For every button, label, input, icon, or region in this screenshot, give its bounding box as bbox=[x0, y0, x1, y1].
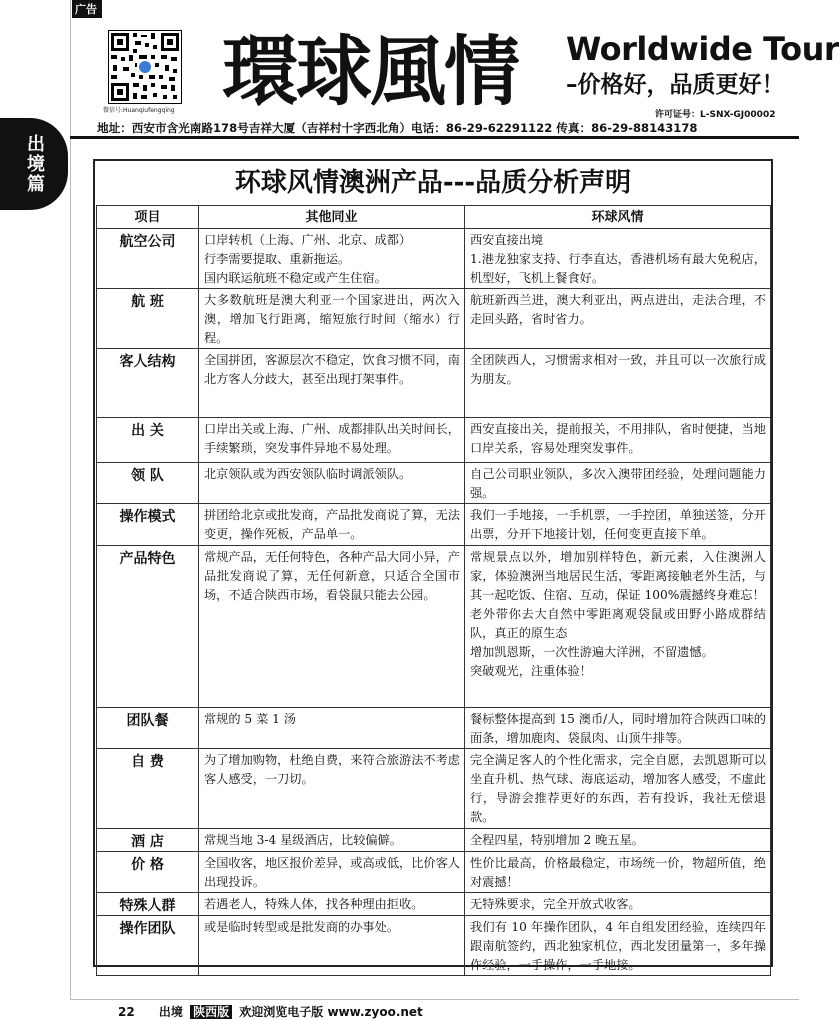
other-cell: 拼团给北京或批发商，产品批发商说了算，无法变更，操作死板，产品单一。 bbox=[199, 504, 465, 546]
wechat-id: 微信号:Huanqiufengqing bbox=[103, 107, 175, 114]
ours-cell: 性价比最高，价格最稳定，市场统一价，物超所值，绝对震撼！ bbox=[465, 852, 771, 893]
row-label: 出 关 bbox=[97, 418, 199, 463]
table-row bbox=[97, 463, 771, 504]
table-row bbox=[97, 749, 771, 829]
footer-section: 出境 bbox=[158, 1005, 183, 1019]
other-cell: 常规产品，无任何特色，各种产品大同小异，产品批发商说了算，无任何新意，只适合全国市场，不适合陕西市场，看袋鼠只能去公园。 bbox=[199, 546, 465, 708]
table-row bbox=[97, 349, 771, 418]
page-number: 22 bbox=[118, 1005, 135, 1019]
row-label: 酒 店 bbox=[97, 829, 199, 852]
row-label: 产品特色 bbox=[97, 546, 199, 708]
table-row bbox=[97, 504, 771, 546]
row-label: 航空公司 bbox=[97, 229, 199, 289]
other-cell: 北京领队或为西安领队临时调派领队。 bbox=[199, 463, 465, 504]
ours-cell: 航班新西兰进，澳大利亚出，两点进出，走法合理，不走回头路，省时省力。 bbox=[465, 289, 771, 349]
ours-cell: 自己公司职业领队，多次入澳带团经验，处理问题能力强。 bbox=[465, 463, 771, 504]
table-row bbox=[97, 708, 771, 749]
other-cell: 若遇老人，特殊人体，找各种理由拒收。 bbox=[199, 893, 465, 916]
table-header-row bbox=[97, 206, 771, 229]
table-row bbox=[97, 229, 771, 289]
table-row bbox=[97, 893, 771, 916]
table-row bbox=[97, 289, 771, 349]
ours-cell: 西安直接出境 1.港龙独家支持、行李直达，香港机场有最大免税店，机型好，飞机上餐食好。 bbox=[465, 229, 771, 289]
brand-slogan: –价格好，品质更好！ bbox=[566, 72, 785, 98]
header-divider bbox=[70, 136, 799, 139]
row-label: 团队餐 bbox=[97, 708, 199, 749]
other-cell: 全国收客，地区报价差异，或高或低，比价客人出现投诉。 bbox=[199, 852, 465, 893]
ours-cell: 无特殊要求，完全开放式收客。 bbox=[465, 893, 771, 916]
other-cell: 全国拼团，客源层次不稳定，饮食习惯不同，南北方客人分歧大，甚至出现打架事件。 bbox=[199, 349, 465, 418]
ours-cell: 全程四星，特别增加 2 晚五星。 bbox=[465, 829, 771, 852]
ours-cell: 常规景点以外，增加别样特色，新元素，入住澳洲人家，体验澳洲当地居民生活，零距离接触老外生活，与其一起吃饭、住宿、互动，保证 100%震撼终身难忘！ 老外带你去大自然中零距离观袋鼠或田野小路成群结队，真正的原生态 增加凯恩斯，一次性游遍大洋洲，不留遗憾。 突破观光，注重体验！ bbox=[465, 546, 771, 708]
row-label: 自 费 bbox=[97, 749, 199, 829]
row-label: 领 队 bbox=[97, 463, 199, 504]
row-label: 特殊人群 bbox=[97, 893, 199, 916]
ours-cell: 餐标整体提高到 15 澳币/人，同时增加符合陕西口味的面条，增加鹿肉、袋鼠肉、山顶牛排等。 bbox=[465, 708, 771, 749]
table-row bbox=[97, 852, 771, 893]
ours-cell: 全团陕西人，习惯需求相对一致，并且可以一次旅行成为朋友。 bbox=[465, 349, 771, 418]
ours-cell: 我们有 10 年操作团队，4 年自组发团经验，连续四年跟南航签约，西北独家机位，西北发团量第一，多年操作经验，一手操作，一手地接。 bbox=[465, 916, 771, 976]
row-label: 操作团队 bbox=[97, 916, 199, 976]
row-label: 操作模式 bbox=[97, 504, 199, 546]
other-cell: 口岸出关或上海、广州、成都排队出关时间长，手续繁琐，突发事件异地不易处理。 bbox=[199, 418, 465, 463]
license-number: 许可证号：L-SNX-GJ00002 bbox=[655, 110, 776, 120]
table-row bbox=[97, 546, 771, 708]
other-cell: 或是临时转型或是批发商的办事处。 bbox=[199, 916, 465, 976]
row-label: 价 格 bbox=[97, 852, 199, 893]
other-cell: 常规当地 3-4 星级酒店，比较偏僻。 bbox=[199, 829, 465, 852]
footer-website-text: 欢迎浏览电子版 www.zyoo.net bbox=[239, 1005, 423, 1019]
other-cell: 大多数航班是澳大利亚一个国家进出，两次入澳，增加飞行距离，缩短旅行时间（缩水）行程。 bbox=[199, 289, 465, 349]
brand-title: 環球風情 bbox=[222, 27, 518, 116]
table-row bbox=[97, 418, 771, 463]
page-footer bbox=[118, 1003, 423, 1020]
comparison-table bbox=[96, 205, 771, 976]
table-row bbox=[97, 829, 771, 852]
other-cell: 口岸转机（上海、广州、北京、成都） 行李需要提取、重新拖运。 国内联运航班不稳定或产生住宿。 bbox=[199, 229, 465, 289]
row-label: 航 班 bbox=[97, 289, 199, 349]
column-header-others: 其他同业 bbox=[199, 206, 465, 229]
brand-english-name: Worldwide Tour bbox=[566, 30, 839, 68]
qr-code-pattern bbox=[109, 31, 181, 103]
section-side-tab bbox=[0, 118, 68, 210]
column-header-item: 项目 bbox=[97, 206, 199, 229]
ours-cell: 完全满足客人的个性化需求，完全自愿，去凯恩斯可以坐直升机、热气球、海底运动，增加客人感受，不虚此行，导游会推荐更好的东西，若有投诉，我社无偿退款。 bbox=[465, 749, 771, 829]
column-header-ours: 环球风情 bbox=[465, 206, 771, 229]
document-title: 环球风情澳洲产品---品质分析声明 bbox=[234, 168, 632, 198]
qr-code bbox=[108, 30, 182, 104]
other-cell: 常规的 5 菜 1 汤 bbox=[199, 708, 465, 749]
side-tab-label: 出境篇 bbox=[24, 134, 45, 194]
ours-cell: 西安直接出关，提前报关，不用排队，省时便捷，当地口岸关系，容易处理突发事件。 bbox=[465, 418, 771, 463]
row-label: 客人结构 bbox=[97, 349, 199, 418]
ours-cell: 我们一手地接，一手机票，一手控团，单独送签，分开出票，分开下地接计划，任何变更直接下单。 bbox=[465, 504, 771, 546]
other-cell: 为了增加购物，杜绝自费，来符合旅游法不考虑客人感受，一刀切。 bbox=[199, 749, 465, 829]
table-row bbox=[97, 916, 771, 976]
contact-address: 地址：西安市含光南路178号吉祥大厦（吉祥村十字西北角）电话：86-29-62291122 传真：86-29-88143178 bbox=[97, 121, 698, 135]
footer-edition: 陕西版 bbox=[190, 1005, 232, 1019]
ad-tag: 广告 bbox=[72, 0, 102, 18]
